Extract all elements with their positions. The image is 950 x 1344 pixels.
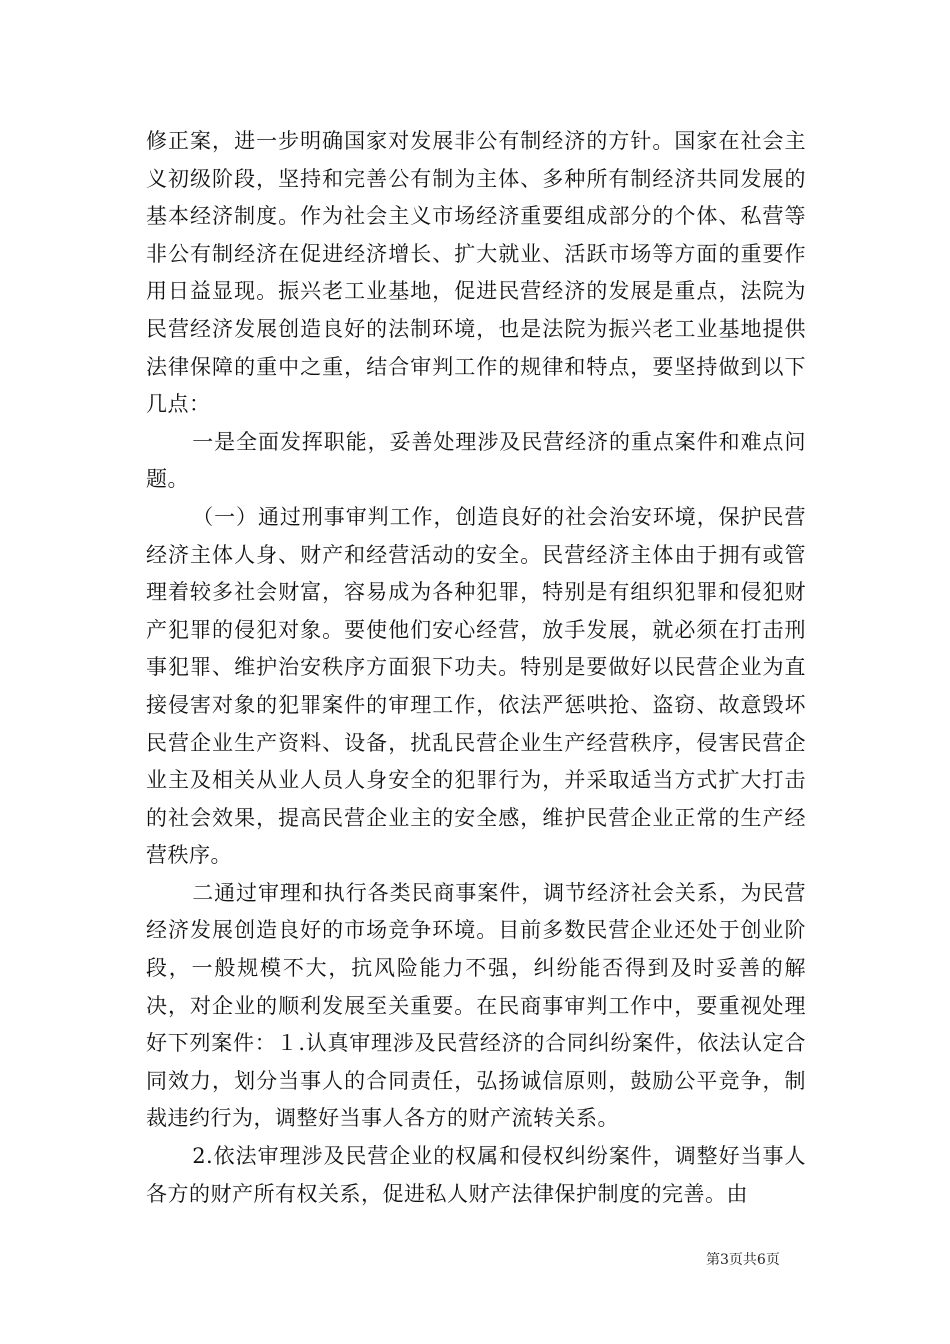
paragraph-3: （一）通过刑事审判工作，创造良好的社会治安环境，保护民营经济主体人身、财产和经营活动的安全。民营经济主体由于拥有或管理着较多社会财富，容易成为各种犯罪，特别是有组织犯罪和侵犯财产犯罪的侵犯对象。要使他们安心经营，放手发展，就必须在打击刑事犯罪、维护治安秩序方面狠下功夫。特别是要做好以民营企业为直接侵害对象的犯罪案件的审理工作，依法严惩哄抢、盗窃、故意毁坏民营企业生产资料、设备，扰乱民营企业生产经营秩序，侵害民营企业主及相关从业人员人身安全的犯罪行为，并采取适当方式扩大打击的社会效果，提高民营企业主的安全感，维护民营企业正常的生产经营秩序。: [146, 504, 806, 868]
paragraph-4: 二通过审理和执行各类民商事案件，调节经济社会关系，为民营经济发展创造良好的市场竞争环境。目前多数民营企业还处于创业阶段，一般规模不大，抗风险能力不强，纠纷能否得到及时妥善的解决，对企业的顺利发展至关重要。在民商事审判工作中，要重视处理好下列案件：１.认真审理涉及民营经济的合同纠纷案件，依法认定合同效力，划分当事人的合同责任，弘扬诚信原则，鼓励公平竞争，制裁违约行为，调整好当事人各方的财产流转关系。: [146, 880, 806, 1131]
paragraph-1: 修正案，进一步明确国家对发展非公有制经济的方针。国家在社会主义初级阶段，坚持和完善公有制为主体、多种所有制经济共同发展的基本经济制度。作为社会主义市场经济重要组成部分的个体、私营等非公有制经济在促进经济增长、扩大就业、活跃市场等方面的重要作用日益显现。振兴老工业基地，促进民营经济的发展是重点，法院为民营经济发展创造良好的法制环境，也是法院为振兴老工业基地提供法律保障的重中之重，结合审判工作的规律和特点，要坚持做到以下几点：: [146, 129, 806, 417]
paragraph-2: 一是全面发挥职能，妥善处理涉及民营经济的重点案件和难点问题。: [146, 429, 806, 492]
document-body: [146, 123, 806, 1213]
page-number-footer: 第3页共6页: [706, 1252, 780, 1268]
paragraph-5: 2.依法审理涉及民营企业的权属和侵权纠纷案件，调整好当事人各方的财产所有权关系，促进私人财产法律保护制度的完善。由: [146, 1144, 806, 1206]
